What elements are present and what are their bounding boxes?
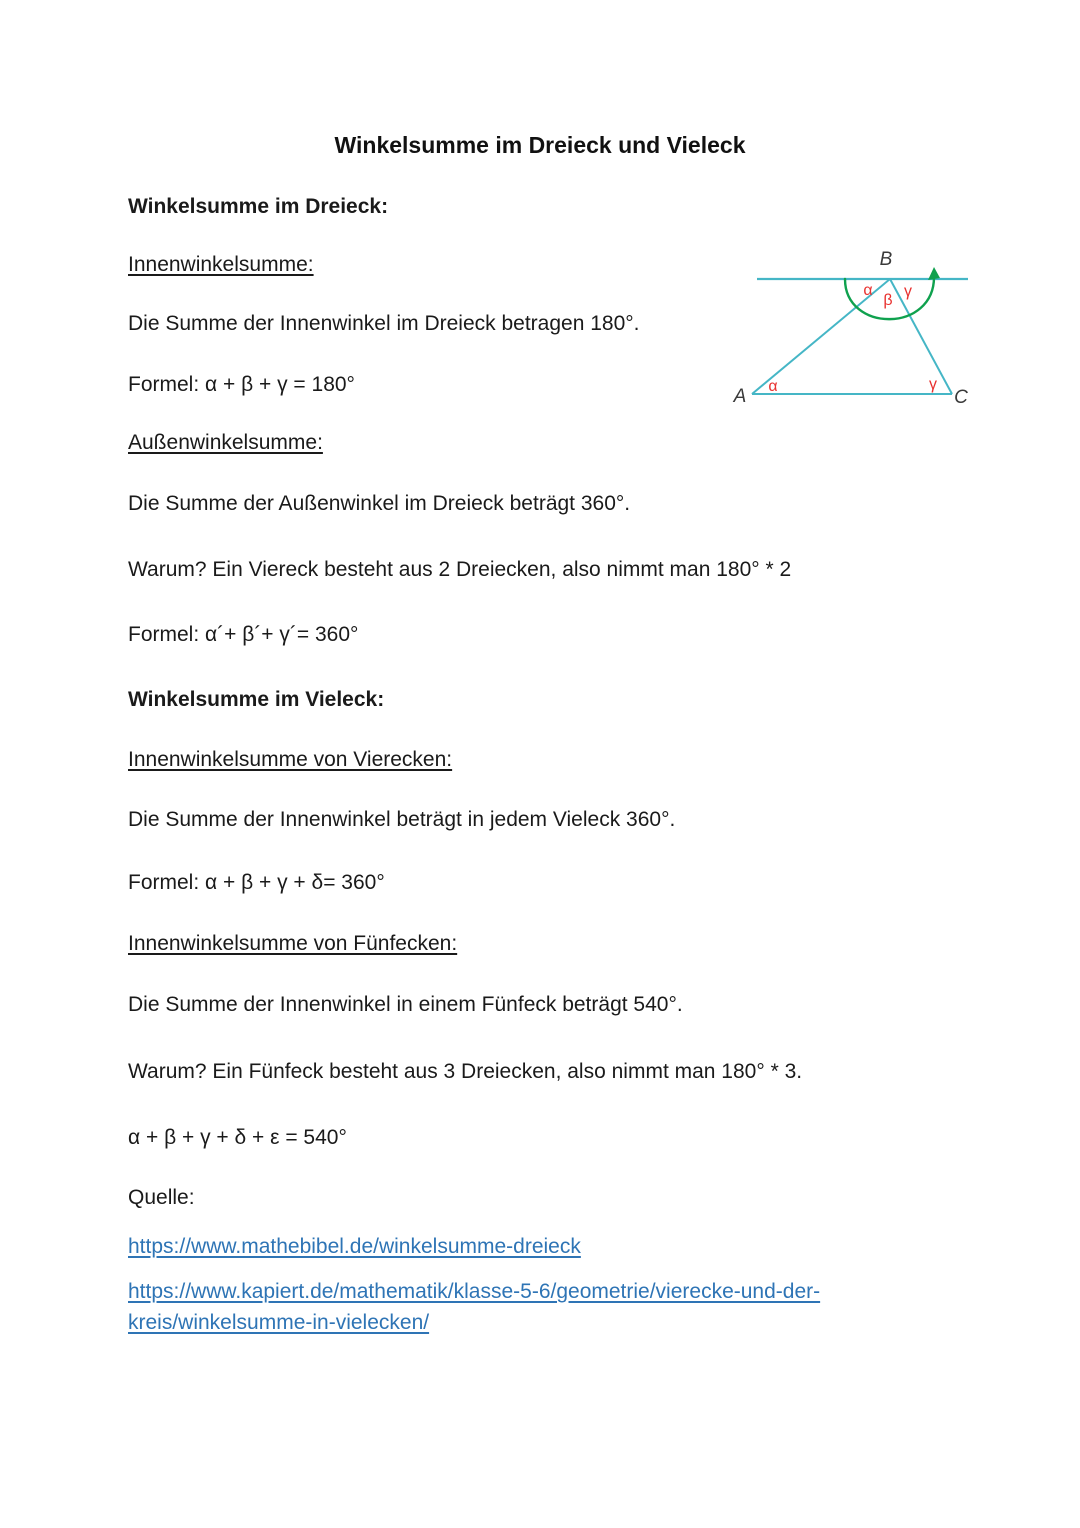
formula-fuenfeck: α + β + γ + δ + ε = 540° <box>128 1126 347 1149</box>
angle-label-gamma-top: γ <box>904 283 912 300</box>
angle-label-alpha-top: α <box>863 282 873 299</box>
link-kapiert-line1[interactable]: https://www.kapiert.de/mathematik/klasse-5-6/geometrie/vierecke-und-der- <box>128 1280 821 1303</box>
angle-label-beta-top: β <box>883 292 893 309</box>
arc-arrowhead-icon <box>928 267 940 280</box>
formula-viereck: Formel: α + β + γ + δ= 360° <box>128 871 385 894</box>
paragraph-vieleck-360: Die Summe der Innenwinkel beträgt in jedem Vieleck 360°. <box>128 808 676 831</box>
link-mathebibel[interactable]: https://www.mathebibel.de/winkelsumme-dreieck <box>128 1235 581 1258</box>
angle-label-gamma-c: γ <box>929 376 937 393</box>
angle-label-alpha-a: α <box>768 378 778 395</box>
subheading-innenwinkelsumme-vierecken: Innenwinkelsumme von Vierecken: <box>128 748 453 771</box>
paragraph-fuenfeck-540: Die Summe der Innenwinkel in einem Fünfeck beträgt 540°. <box>128 993 683 1016</box>
paragraph-innenwinkel: Die Summe der Innenwinkel im Dreieck betragen 180°. <box>128 312 640 335</box>
formula-innenwinkel: Formel: α + β + γ = 180° <box>128 373 355 396</box>
vertex-label-c: C <box>954 387 968 408</box>
vertex-label-a: A <box>733 386 747 407</box>
link-kapiert-row <box>128 1276 820 1338</box>
page-title: Winkelsumme im Dreieck und Vieleck <box>334 132 746 158</box>
paragraph-warum-fuenfeck: Warum? Ein Fünfeck besteht aus 3 Dreiecken, also nimmt man 180° * 3. <box>128 1060 803 1083</box>
formula-aussenwinkel: Formel: α´+ β´+ γ´= 360° <box>128 623 359 646</box>
subheading-innenwinkelsumme: Innenwinkelsumme: <box>128 253 314 276</box>
link-mathebibel-row <box>128 1233 581 1261</box>
heading-winkelsumme-dreieck: Winkelsumme im Dreieck: <box>128 195 389 218</box>
paragraph-aussenwinkel: Die Summe der Außenwinkel im Dreieck beträgt 360°. <box>128 492 631 515</box>
paragraph-warum-viereck: Warum? Ein Viereck besteht aus 2 Dreiecken, also nimmt man 180° * 2 <box>128 558 792 581</box>
side-bc <box>890 279 952 394</box>
heading-winkelsumme-vieleck: Winkelsumme im Vieleck: <box>128 688 385 711</box>
subheading-innenwinkelsumme-fuenfecken: Innenwinkelsumme von Fünfecken: <box>128 932 458 955</box>
triangle-diagram <box>730 245 980 410</box>
source-label: Quelle: <box>128 1186 195 1209</box>
vertex-label-b: B <box>879 249 893 270</box>
link-kapiert-line2[interactable]: kreis/winkelsumme-in-vielecken/ <box>128 1311 430 1334</box>
subheading-aussenwinkelsumme: Außenwinkelsumme: <box>128 431 323 454</box>
